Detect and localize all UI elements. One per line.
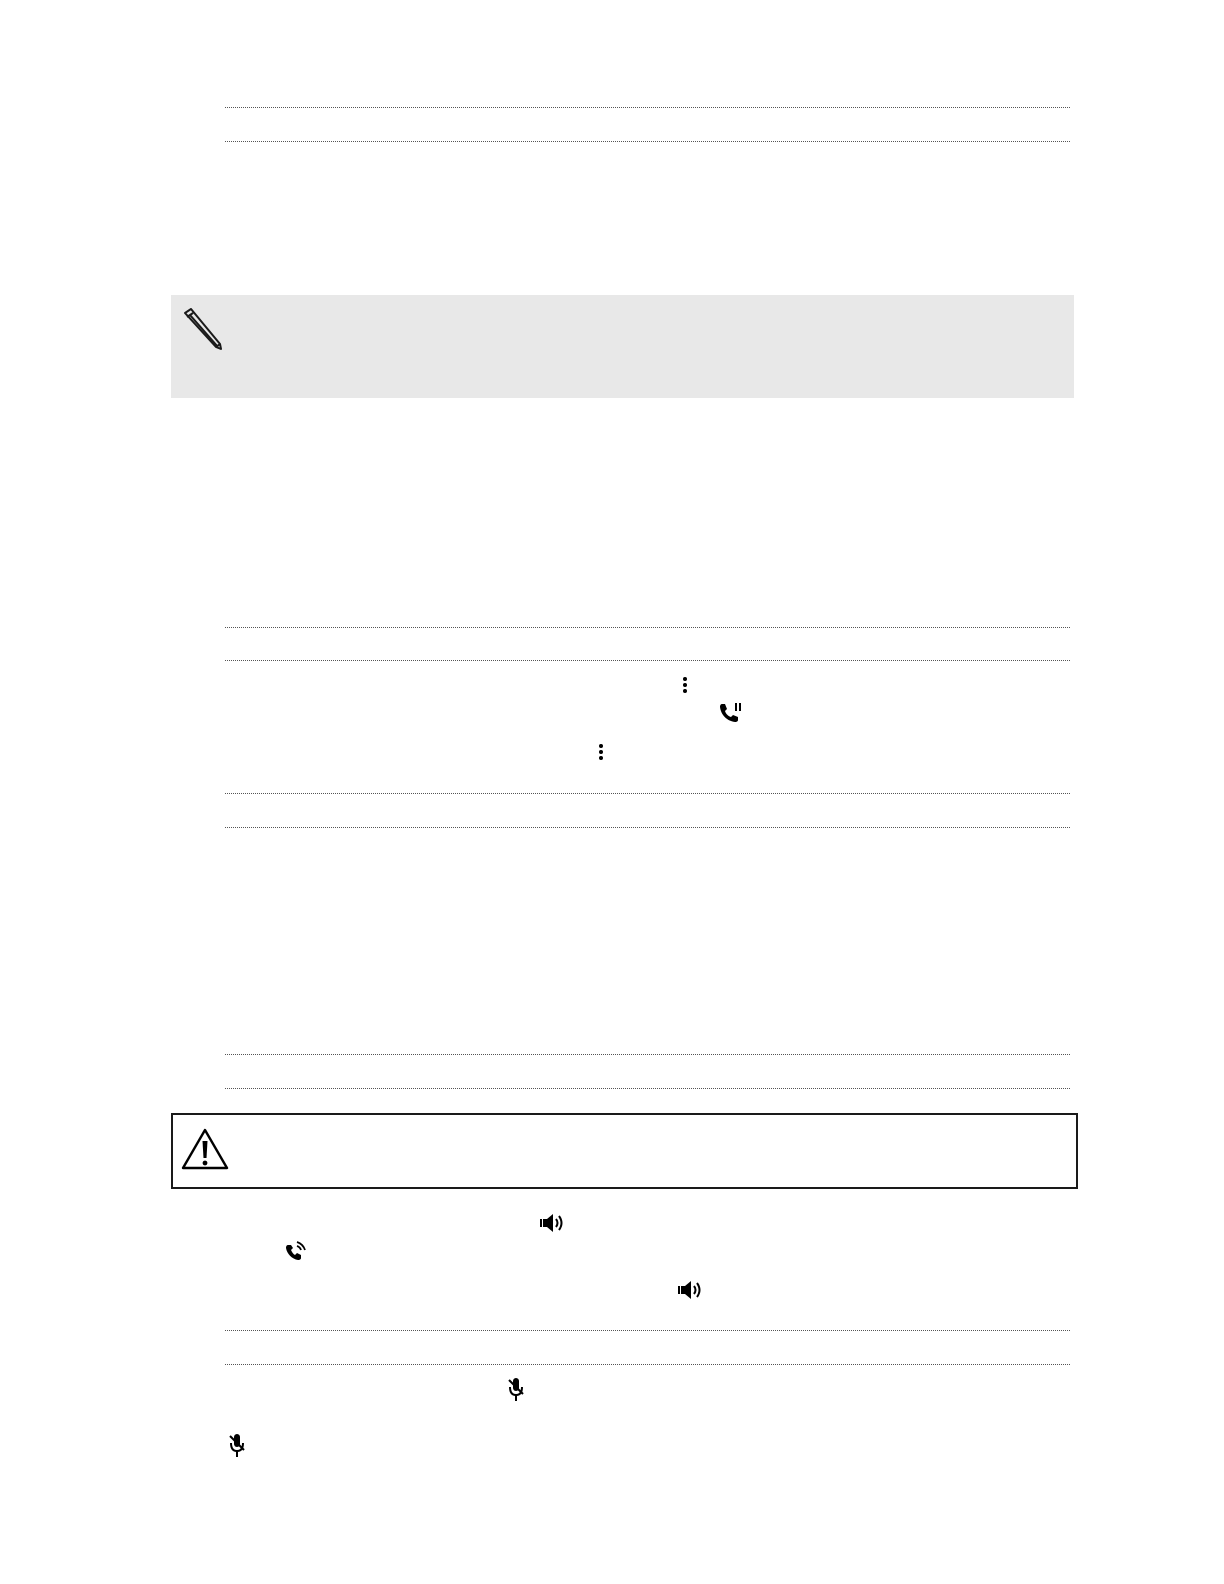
section-divider [225, 627, 1070, 628]
warning-triangle-icon [180, 1127, 230, 1171]
more-options-icon [597, 743, 605, 761]
section-divider [225, 107, 1070, 108]
section-divider [225, 1054, 1070, 1055]
speakerphone-icon [539, 1212, 567, 1234]
section-divider [225, 793, 1070, 794]
section-divider [225, 1330, 1070, 1331]
call-ringing-icon [285, 1240, 307, 1262]
warning-box [171, 1113, 1078, 1189]
section-divider [225, 1088, 1070, 1089]
note-box [171, 295, 1074, 398]
more-options-icon [681, 676, 689, 694]
pencil-note-icon [181, 307, 223, 351]
mute-microphone-icon [227, 1432, 247, 1460]
speakerphone-icon [677, 1279, 705, 1301]
section-divider [225, 827, 1070, 828]
section-divider [225, 141, 1070, 142]
section-divider [225, 660, 1070, 661]
hold-call-icon [719, 702, 743, 724]
section-divider [225, 1364, 1070, 1365]
mute-microphone-icon [506, 1376, 526, 1404]
